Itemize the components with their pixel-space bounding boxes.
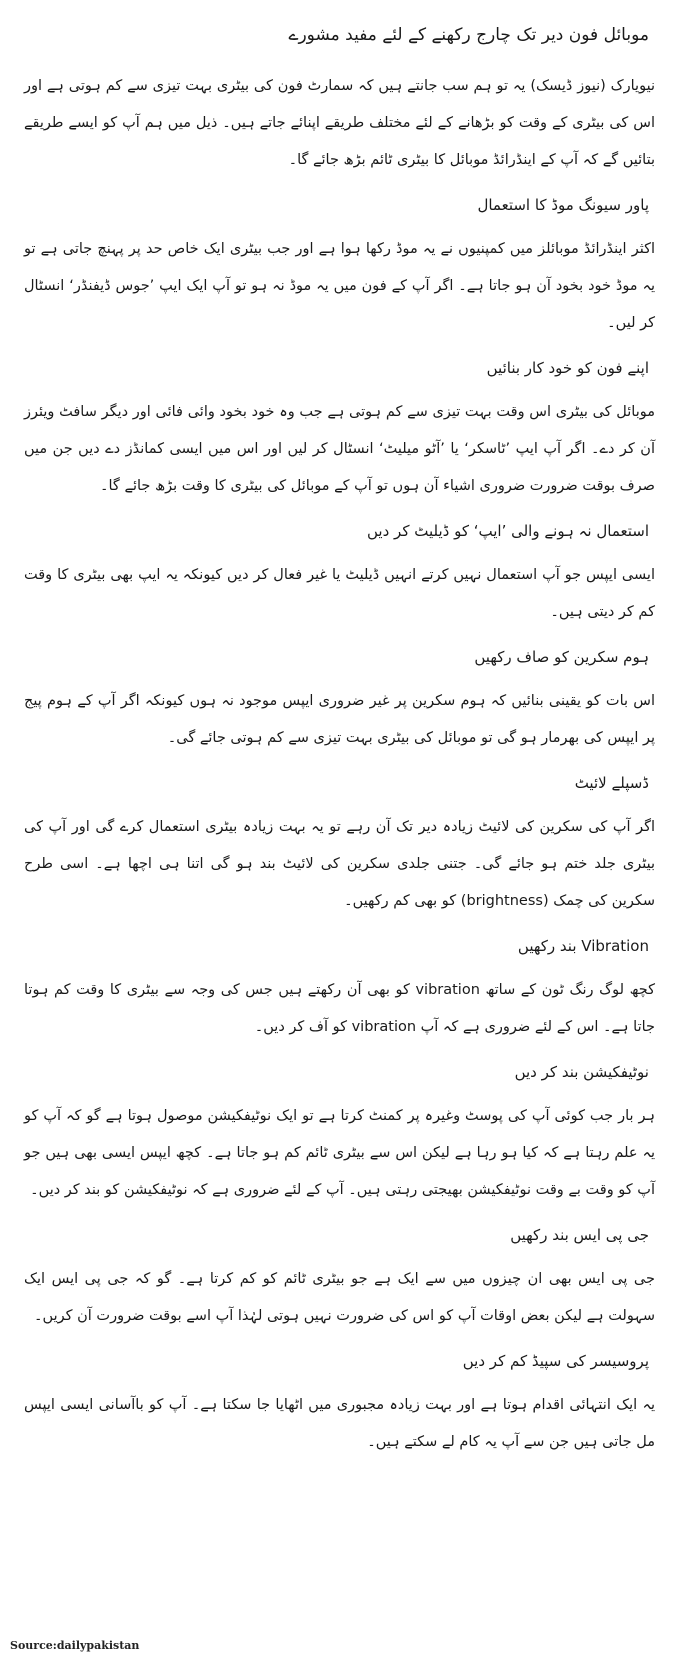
section-heading: جی پی ایس بند رکھیں (510, 1226, 649, 1244)
section-reduce-processor-speed (24, 1349, 655, 1461)
section-heading: ہوم سکرین کو صاف رکھیں (474, 648, 649, 666)
source-credit: Source:dailypakistan (10, 1639, 140, 1652)
section-body: ایسی ایپس جو آپ استعمال نہیں کرتے انہیں ڈیلیٹ یا غیر فعال کر دیں کیونکہ یہ ایپ بھی بیٹری کا وقت کم کر دیتی ہیں۔ (24, 567, 655, 620)
article-title: موبائل فون دیر تک چارج رکھنے کے لئے مفید مشورے (288, 25, 649, 45)
section-body: اگر آپ کی سکرین کی لائیٹ زیادہ دیر تک آن رہے تو یہ بہت زیادہ بیٹری استعمال کرے گی اور آپ کی بیٹری جلد ختم ہو جائے گی۔ جتنی جلدی سکرین کی لائیٹ بند ہو گی اتنا ہی اچھا ہے۔ اسی طرح سکرین کی چمک (brightness) کو بھی کم رکھیں۔ (24, 819, 655, 909)
section-heading: Vibration بند رکھیں (517, 937, 649, 955)
section-heading: اپنے فون کو خود کار بنائیں (486, 359, 649, 377)
section-body: یہ ایک انتہائی اقدام ہوتا ہے اور بہت زیادہ مجبوری میں اٹھایا جا سکتا ہے۔ آپ کو باآسانی ایسی ایپس مل جاتی ہیں جن سے آپ یہ کام لے سکتے ہیں۔ (24, 1397, 655, 1450)
section-gps-off (24, 1223, 655, 1335)
article-intro: نیویارک (نیوز ڈیسک) یہ تو ہم سب جانتے ہیں کہ سمارٹ فون کی بیٹری بہت تیزی سے کم ہوتی ہے اور اس کی بیٹری کے وقت کو بڑھانے کے لئے مختلف طریقے اپنائے جاتے ہیں۔ ذیل میں ہم آپ کو ایسے طریقے بتائیں گے کہ آپ کے اینڈرائڈ موبائل کا بیٹری ٹائم بڑھ جائے گا۔ (24, 78, 655, 168)
section-heading: نوٹیفکیشن بند کر دیں (514, 1063, 649, 1081)
section-body: جی پی ایس بھی ان چیزوں میں سے ایک ہے جو بیٹری ٹائم کو کم کرتا ہے۔ گو کہ جی پی ایس ایک سہولت ہے لیکن بعض اوقات آپ کو اس کی ضرورت نہیں ہوتی لہٰذا آپ اسے بوقت ضرورت آن کریں۔ (24, 1271, 655, 1324)
section-notifications-off (24, 1060, 655, 1209)
section-heading: ڈسپلے لائیٹ (574, 774, 649, 792)
section-body: اکثر اینڈرائڈ موبائلز میں کمپنیوں نے یہ موڈ رکھا ہوا ہے اور جب بیٹری ایک خاص حد پر پہنچ جاتی ہے تو یہ موڈ خود بخود آن ہو جاتا ہے۔ اگر آپ کے فون میں یہ موڈ نہ ہو تو آپ ایک ایپ ’جوس ڈیفنڈر‘ انسٹال کر لیں۔ (24, 241, 655, 331)
section-heading: استعمال نہ ہونے والی ’ایپ‘ کو ڈیلیٹ کر دیں (367, 522, 649, 540)
section-heading: پروسیسر کی سپیڈ کم کر دیں (462, 1352, 649, 1370)
section-clean-home-screen (24, 645, 655, 757)
section-heading: پاور سیونگ موڈ کا استعمال (477, 196, 649, 214)
section-body: ہر بار جب کوئی آپ کی پوسٹ وغیرہ پر کمنٹ کرتا ہے تو ایک نوٹیفکیشن موصول ہوتا ہے گو کہ آپ کو یہ علم رہتا ہے کہ کیا ہو رہا ہے لیکن اس سے بیٹری ٹائم کم ہو جاتا ہے۔ کچھ ایپس ایسی بھی ہیں جو آپ کو وقت بے وقت نوٹیفکیشن بھیجتی رہتی ہیں۔ آپ کے لئے ضروری ہے کہ نوٹیفکیشن کو بند کر دیں۔ (24, 1108, 655, 1198)
section-display-light (24, 771, 655, 920)
section-body: اس بات کو یقینی بنائیں کہ ہوم سکرین پر غیر ضروری ایپس موجود نہ ہوں کیونکہ اگر آپ کے ہوم پیج پر ایپس کی بھرمار ہو گی تو موبائل کی بیٹری بہت تیزی سے کم ہوتی جائے گی۔ (24, 693, 655, 746)
section-automate-phone (24, 356, 655, 505)
section-vibration-off (24, 934, 655, 1046)
section-body: کچھ لوگ رنگ ٹون کے ساتھ vibration کو بھی آن رکھتے ہیں جس کی وجہ سے بیٹری کا وقت کم ہوتا جاتا ہے۔ اس کے لئے ضروری ہے کہ آپ vibration کو آف کر دیں۔ (24, 982, 655, 1035)
section-delete-unused-apps (24, 519, 655, 631)
section-power-saving-mode (24, 193, 655, 342)
section-body: موبائل کی بیٹری اس وقت بہت تیزی سے کم ہوتی ہے جب وہ خود بخود وائی فائی اور دیگر سافٹ ویئرز آن کر دے۔ اگر آپ ایپ ’ٹاسکر‘ یا ’آٹو میلیٹ‘ انسٹال کر لیں اور اس میں ایسی کمانڈز دے دیں جن میں صرف بوقت ضرورت ضروری اشیاء آن ہوں تو آپ کے موبائل کی بیٹری کا وقت بڑھ جائے گا۔ (24, 404, 655, 494)
